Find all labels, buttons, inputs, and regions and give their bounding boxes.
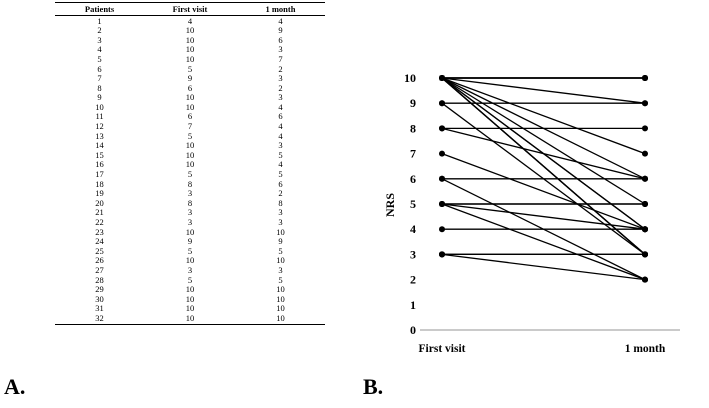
cell-first-visit: 10 [185, 53, 195, 64]
series-point [439, 100, 445, 106]
table-row [55, 208, 325, 218]
table-row [55, 102, 325, 112]
y-tick-0: 0 [410, 323, 416, 337]
cell-one-month: 10 [236, 313, 325, 324]
y-tick-6: 6 [410, 171, 416, 186]
cell-patient-id: 7 [97, 73, 102, 84]
table-row [55, 122, 325, 132]
x-label-one-month: 1 month [624, 343, 666, 355]
column-header-one-month: 1 month [236, 3, 325, 16]
y-axis-title: NRS [383, 192, 397, 218]
y-tick-labels [404, 71, 416, 337]
table-row [55, 237, 325, 247]
cell-patient-id: 27 [95, 264, 104, 275]
table-row [55, 16, 325, 26]
series-line [442, 78, 645, 254]
cell-one-month: 9 [278, 25, 283, 36]
cell-one-month: 10 [276, 303, 285, 314]
table-row [55, 198, 325, 208]
cell-patient-id: 17 [95, 169, 104, 180]
series-point [642, 100, 648, 106]
table-row [55, 189, 325, 199]
cell-one-month: 6 [278, 34, 283, 45]
cell-one-month: 8 [278, 197, 283, 208]
patients-table [55, 2, 325, 325]
cell-one-month: 3 [278, 264, 283, 275]
cell-first-visit: 3 [187, 207, 193, 218]
cell-patient-id: 10 [95, 101, 104, 112]
table-row [55, 35, 325, 45]
cell-first-visit: 10 [185, 303, 195, 314]
cell-one-month: 5 [278, 274, 283, 285]
cell-patient-id: 20 [95, 197, 104, 208]
cell-patient-id: 18 [95, 178, 104, 189]
table-row [55, 275, 325, 285]
cell-first-visit: 7 [187, 121, 193, 132]
y-tick-3: 3 [410, 247, 416, 262]
cell-one-month: 2 [278, 188, 283, 199]
cell-patient-id: 2 [97, 25, 102, 36]
cell-first-visit: 10 [185, 293, 195, 304]
table-row [55, 64, 325, 74]
series-point [642, 201, 648, 207]
series-point [439, 226, 445, 232]
column-header-first-visit: First visit [144, 3, 236, 16]
series-point [439, 125, 445, 131]
cell-one-month: 3 [278, 44, 283, 55]
cell-first-visit: 8 [187, 178, 193, 189]
cell-one-month: 3 [278, 217, 283, 228]
y-tick-9: 9 [410, 96, 416, 111]
cell-first-visit: 5 [187, 63, 193, 74]
cell-one-month: 3 [278, 207, 283, 218]
table-row [55, 131, 325, 141]
cell-first-visit: 5 [187, 274, 193, 285]
cell-one-month: 10 [276, 255, 285, 266]
table-row [55, 179, 325, 189]
y-tick-4: 4 [410, 222, 416, 237]
series-point [642, 226, 648, 232]
column-header-patients: Patients [55, 3, 144, 16]
cell-first-visit: 3 [187, 188, 193, 199]
cell-patient-id: 25 [95, 245, 104, 256]
cell-patient-id: 29 [95, 284, 104, 295]
series-point [642, 125, 648, 131]
table-header-row [55, 3, 325, 16]
cell-first-visit: 10 [185, 140, 195, 151]
cell-patient-id: 22 [95, 217, 104, 228]
cell-patient-id: 8 [97, 82, 102, 93]
series-line [442, 78, 645, 154]
cell-patient-id: 1 [97, 15, 102, 26]
series-point [642, 75, 648, 81]
cell-patient-id: 12 [95, 121, 104, 132]
cell-first-visit: 3 [187, 264, 193, 275]
table-row [55, 150, 325, 160]
cell-first-visit: 10 [185, 44, 195, 55]
cell-patient-id: 11 [95, 111, 104, 122]
cell-first-visit: 10 [185, 159, 195, 170]
table-row [55, 26, 325, 36]
series-line [442, 78, 645, 204]
cell-one-month: 10 [276, 293, 285, 304]
cell-one-month: 4 [278, 130, 283, 141]
cell-one-month: 4 [278, 121, 283, 132]
cell-patient-id: 21 [95, 207, 104, 218]
cell-first-visit: 10 [144, 313, 236, 324]
y-tick-5: 5 [410, 197, 416, 211]
cell-first-visit: 6 [187, 111, 193, 122]
series-point [439, 201, 445, 207]
cell-one-month: 7 [278, 53, 283, 64]
cell-first-visit: 9 [187, 73, 193, 84]
cell-patient-id: 19 [95, 188, 104, 199]
cell-one-month: 4 [278, 15, 283, 26]
x-label-first-visit: First visit [418, 343, 466, 355]
cell-one-month: 2 [278, 63, 283, 74]
table-row [55, 54, 325, 64]
x-category-labels [419, 343, 666, 355]
cell-patient-id: 32 [55, 313, 144, 324]
cell-first-visit: 10 [185, 101, 195, 112]
table-row [55, 83, 325, 93]
series-point [439, 151, 445, 157]
y-tick-10: 10 [404, 71, 416, 85]
cell-patient-id: 3 [97, 34, 102, 45]
table-row [55, 294, 325, 304]
cell-first-visit: 10 [185, 255, 195, 266]
cell-patient-id: 14 [95, 140, 104, 151]
cell-first-visit: 9 [187, 236, 193, 247]
y-tick-8: 8 [410, 121, 416, 136]
cell-one-month: 4 [278, 101, 283, 112]
cell-patient-id: 16 [95, 159, 104, 170]
series-line [442, 204, 645, 229]
cell-one-month: 9 [278, 236, 283, 247]
cell-patient-id: 5 [97, 53, 102, 64]
panel-a-label: A. [4, 374, 26, 399]
series-line [442, 154, 645, 230]
cell-patient-id: 31 [95, 303, 104, 314]
series-point [439, 176, 445, 182]
cell-first-visit: 10 [185, 226, 195, 237]
table-row [55, 285, 325, 295]
table-row [55, 93, 325, 103]
table-row [55, 313, 325, 324]
cell-one-month: 3 [278, 140, 283, 151]
table-row [55, 217, 325, 227]
table-row [55, 141, 325, 151]
cell-patient-id: 9 [97, 92, 102, 103]
series-line [442, 254, 645, 279]
slope-chart-panel [380, 30, 700, 370]
cell-first-visit: 4 [187, 15, 193, 26]
table-row [55, 246, 325, 256]
cell-one-month: 10 [276, 226, 285, 237]
cell-patient-id: 13 [95, 130, 104, 141]
cell-one-month: 6 [278, 111, 283, 122]
series-line [442, 204, 645, 280]
cell-patient-id: 4 [97, 44, 102, 55]
table-body [55, 16, 325, 325]
series-point [642, 176, 648, 182]
series-point [439, 251, 445, 257]
table-row [55, 170, 325, 180]
series-line [442, 78, 645, 103]
cell-one-month: 2 [278, 82, 283, 93]
cell-patient-id: 26 [95, 255, 104, 266]
patients-table-panel [55, 2, 325, 325]
cell-first-visit: 6 [187, 82, 193, 93]
y-tick-1: 1 [410, 297, 416, 312]
cell-first-visit: 10 [185, 25, 195, 36]
series-point [642, 251, 648, 257]
slope-chart [380, 30, 700, 370]
series-point [642, 151, 648, 157]
table-row [55, 45, 325, 55]
cell-one-month: 3 [278, 73, 283, 84]
cell-patient-id: 23 [95, 226, 104, 237]
table-header [55, 3, 325, 16]
series-point [439, 75, 445, 81]
cell-first-visit: 5 [187, 245, 193, 256]
cell-one-month: 6 [278, 178, 283, 189]
table-row [55, 227, 325, 237]
table-row [55, 256, 325, 266]
cell-first-visit: 5 [187, 130, 193, 141]
cell-one-month: 5 [278, 149, 283, 160]
y-tick-7: 7 [410, 146, 416, 161]
chart-series-lines [442, 78, 645, 280]
cell-one-month: 5 [278, 245, 283, 256]
cell-first-visit: 10 [185, 149, 195, 160]
cell-patient-id: 24 [95, 236, 104, 247]
cell-first-visit: 8 [187, 197, 193, 208]
cell-first-visit: 5 [187, 169, 193, 180]
cell-patient-id: 15 [95, 149, 104, 160]
cell-first-visit: 3 [187, 217, 193, 228]
cell-one-month: 4 [278, 159, 283, 170]
series-point [642, 277, 648, 283]
cell-first-visit: 10 [185, 284, 195, 295]
table-row [55, 160, 325, 170]
cell-one-month: 5 [278, 169, 283, 180]
cell-patient-id: 28 [95, 274, 104, 285]
table-row [55, 112, 325, 122]
cell-one-month: 3 [278, 92, 283, 103]
cell-patient-id: 6 [97, 63, 102, 74]
y-tick-2: 2 [410, 272, 416, 287]
cell-first-visit: 10 [185, 34, 195, 45]
cell-patient-id: 30 [95, 293, 104, 304]
table-row [55, 74, 325, 84]
table-row [55, 304, 325, 314]
cell-one-month: 10 [276, 284, 285, 295]
series-line [442, 128, 645, 178]
panel-b-label: B. [363, 374, 384, 399]
table-row [55, 265, 325, 275]
cell-first-visit: 10 [185, 92, 195, 103]
